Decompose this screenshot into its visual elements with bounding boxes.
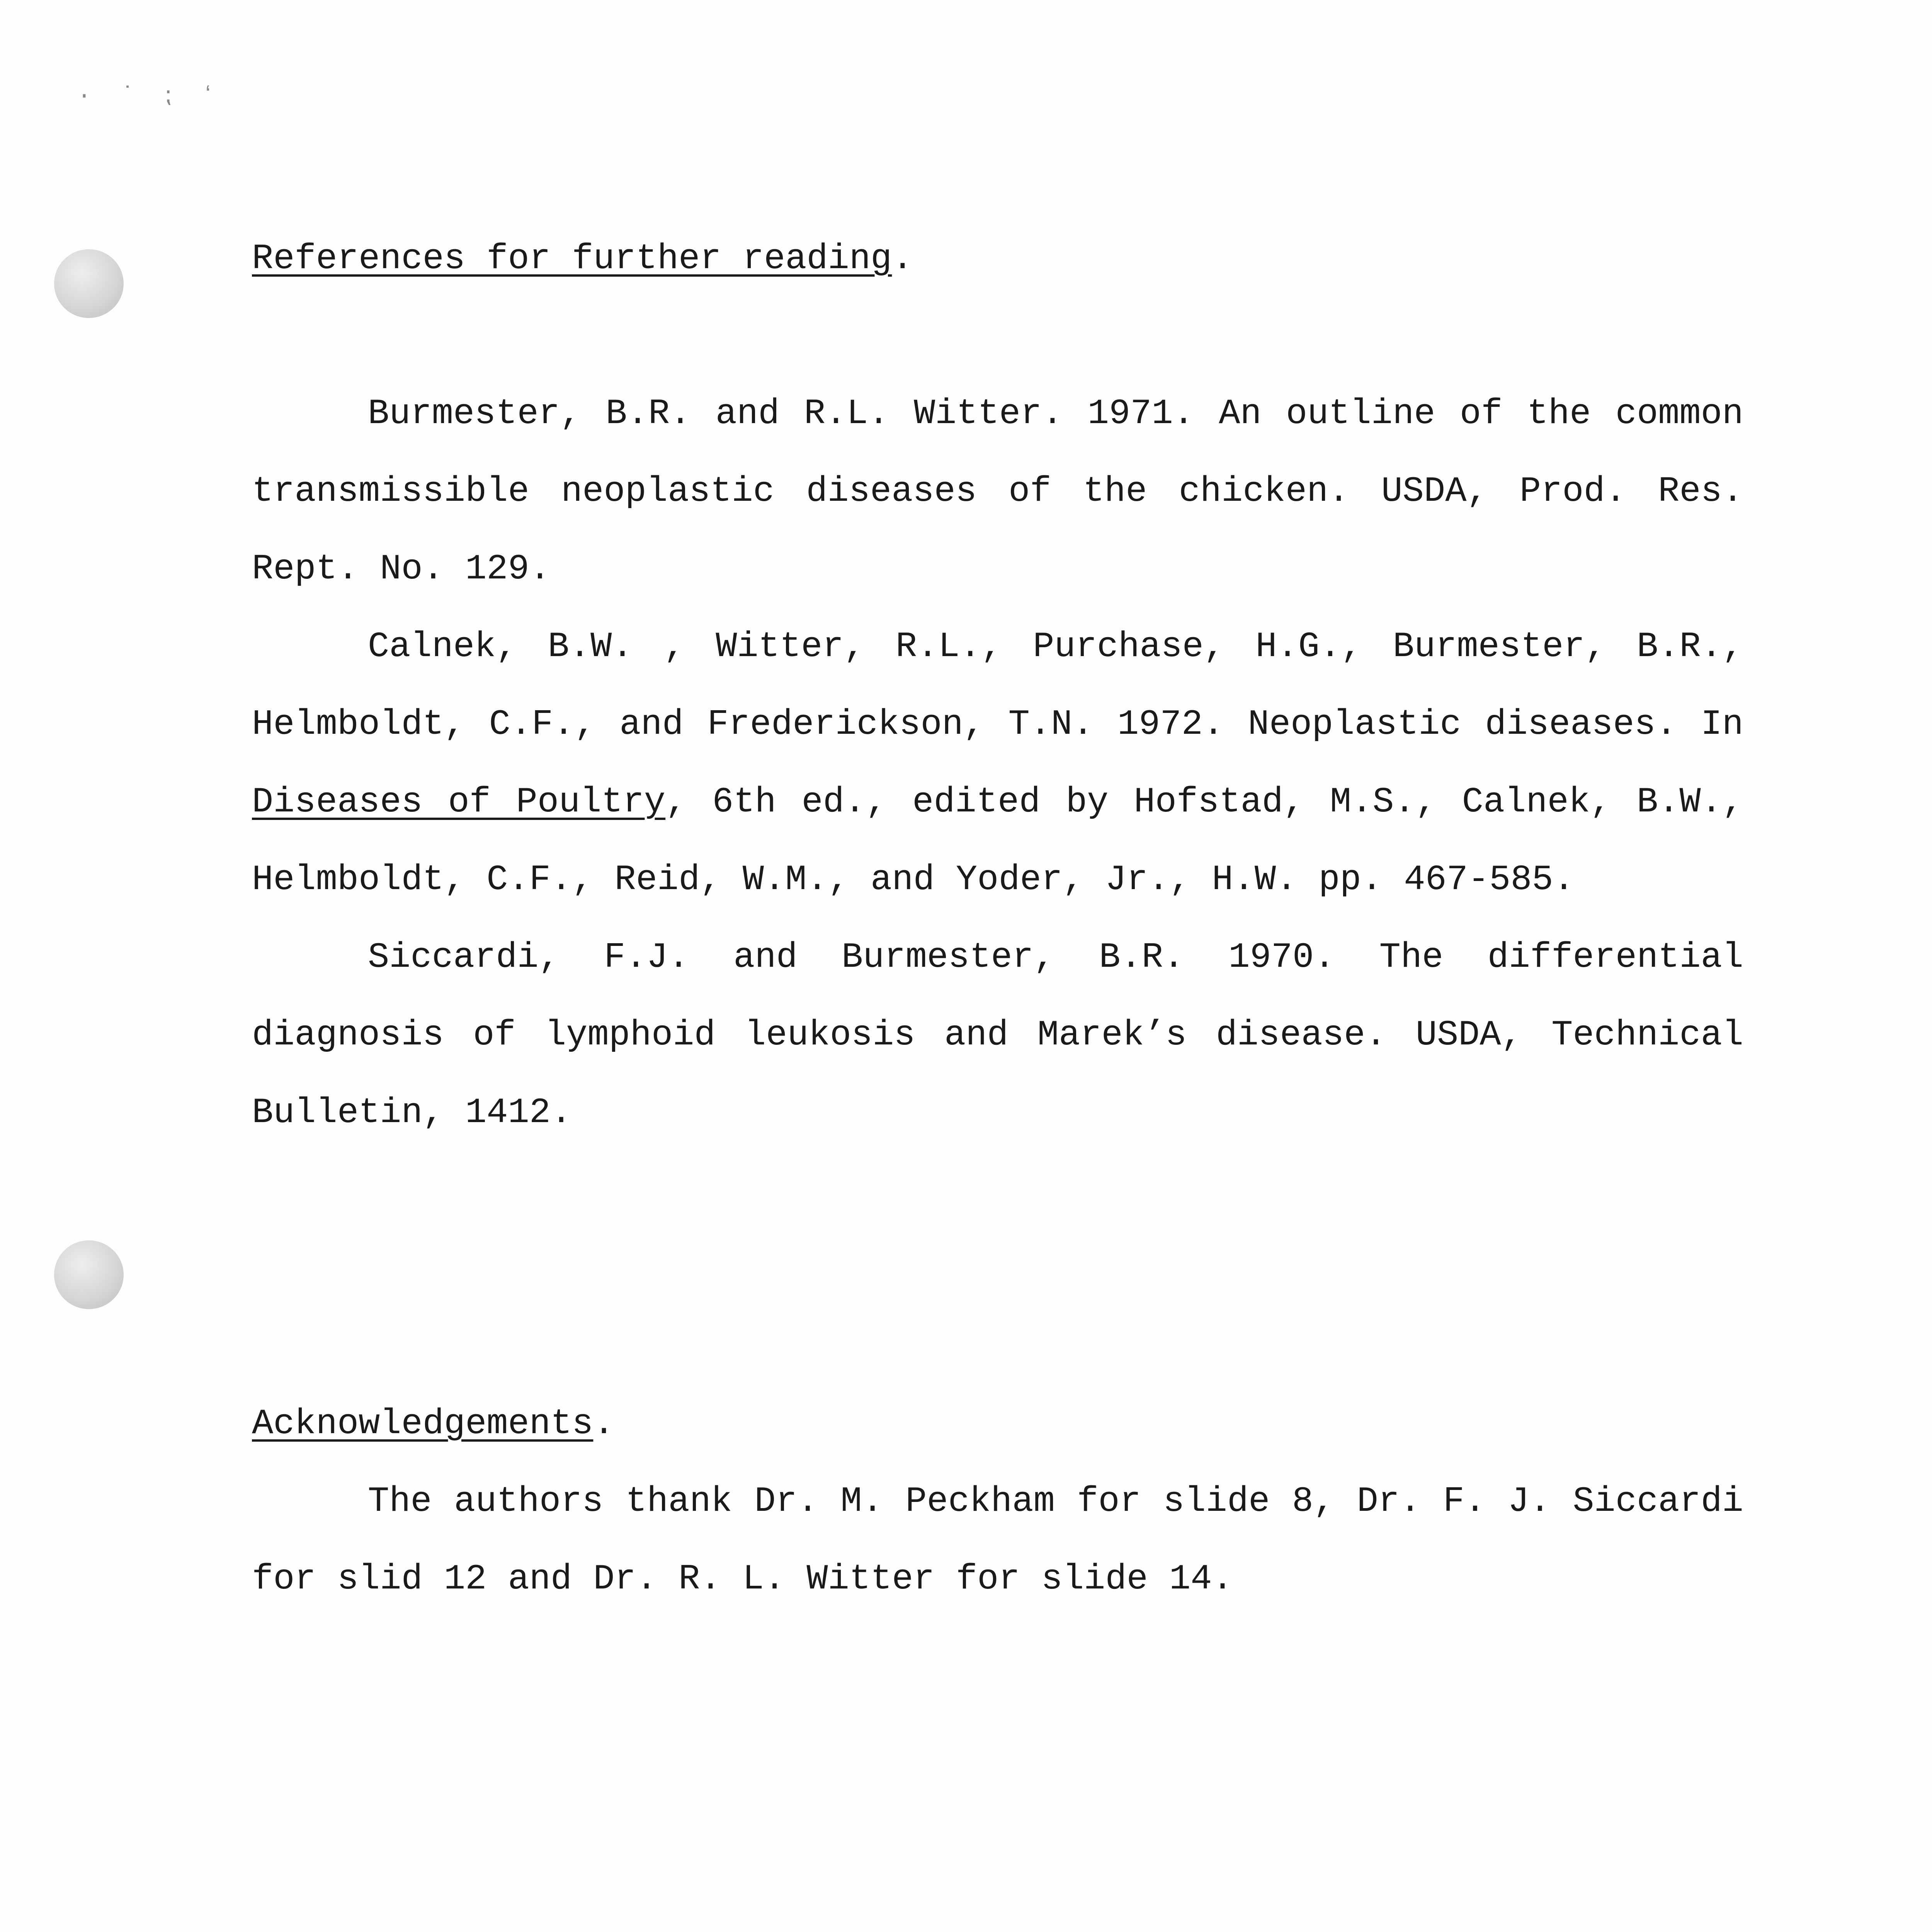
acknowledgements-paragraph: The authors thank Dr. M. Peckham for slide 8, Dr. F. J. Siccardi for slid 12 and Dr. R. L. Witter for slide 14. [252, 1481, 1743, 1599]
reference-book-title: Diseases of Poultry [252, 782, 666, 822]
acknowledgements-heading-punct: . [593, 1403, 615, 1444]
references-section-heading [252, 220, 1743, 298]
acknowledgements-section-heading [252, 1385, 1743, 1463]
acknowledgements-body [252, 1463, 1743, 1618]
binder-hole-middle [54, 1240, 124, 1309]
references-list [252, 375, 1743, 1151]
reference-entry [252, 375, 1743, 608]
reference-entry-text-before: Calnek, B.W. , Witter, R.L., Purchase, H.G., Burmester, B.R., Helmboldt, C.F., and Frederickson, T.N. 1972. Neoplastic diseases. In [252, 626, 1743, 745]
reference-entry-text: Burmester, B.R. and R.L. Witter. 1971. An outline of the common transmissible neoplastic diseases of the chicken. USDA, Prod. Res. Rept. No. 129. [252, 393, 1743, 589]
binder-hole-top [54, 249, 124, 318]
reference-entry [252, 918, 1743, 1151]
reference-entry [252, 608, 1743, 918]
references-heading-text: References for further reading [252, 238, 892, 279]
scan-specks: · ˙ ⁏ ʻ [77, 83, 223, 110]
reference-entry-text-after: , 6th ed., edited by Hofstad, M.S., Calnek, B.W., Helmboldt, C.F., Reid, W.M., and Yoder, Jr., H.W. pp. 467-585. [252, 782, 1743, 900]
references-heading-punct: . [892, 238, 913, 279]
acknowledgements-heading-text: Acknowledgements [252, 1403, 594, 1444]
reference-entry-text: Siccardi, F.J. and Burmester, B.R. 1970. The differential diagnosis of lymphoid leukosis and Marek’s disease. USDA, Technical Bulletin, 1412. [252, 937, 1743, 1133]
